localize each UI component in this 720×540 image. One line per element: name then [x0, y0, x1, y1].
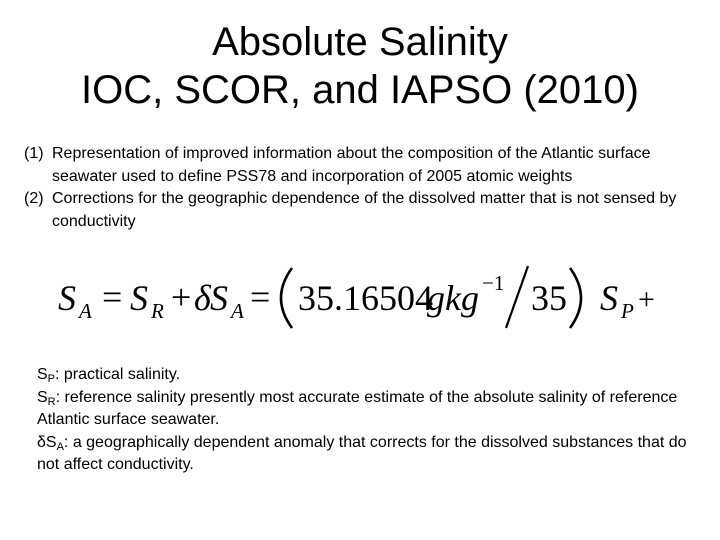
definition-subscript: R — [47, 395, 56, 408]
eq-exponent: −1 — [482, 271, 505, 295]
definition-text: : reference salinity presently most accurate estimate of the absolute salinity of reference Atlantic surface seawater. — [37, 388, 678, 428]
point-text: Representation of improved information about the composition of the Atlantic surface seawater used to define PSS78 and incorporation of 2005 atomic weights — [52, 145, 651, 185]
point-item-1 — [24, 143, 684, 188]
point-number: (2) — [24, 190, 44, 207]
eq-slash — [506, 266, 528, 328]
definition-sp — [37, 364, 697, 387]
point-item-2 — [24, 188, 684, 233]
slide-title — [0, 18, 720, 114]
numbered-points — [24, 143, 684, 233]
eq-divisor: 35 — [531, 278, 567, 318]
definition-text: : a geographically dependent anomaly that corrects for the dissolved substances that do not affect conductivity. — [37, 433, 687, 473]
eq-symbol-sp: S — [600, 278, 618, 318]
definition-sr — [37, 387, 697, 432]
definition-symbol: S — [37, 388, 48, 406]
eq-delta-1: δ — [194, 278, 211, 318]
definition-text: : practical salinity. — [55, 366, 181, 383]
left-paren — [281, 268, 292, 328]
eq-sub-p: P — [621, 299, 634, 323]
eq-unit: gkg — [427, 278, 479, 318]
right-paren — [570, 268, 581, 328]
eq-equals-2: = — [250, 277, 271, 317]
definition-subscript: P — [47, 373, 56, 385]
salinity-equation — [58, 262, 678, 334]
definition-symbol: δS — [37, 433, 57, 451]
eq-sub-a: A — [79, 299, 92, 323]
eq-plus-1: + — [171, 277, 192, 317]
eq-sub-r: R — [151, 299, 164, 323]
title-line-2: IOC, SCOR, and IAPSO (2010) — [81, 68, 639, 112]
eq-constant: 35.16504 — [298, 278, 433, 318]
eq-sub-a-2: A — [231, 299, 244, 323]
symbol-definitions — [37, 364, 697, 477]
eq-equals-1: = — [102, 277, 123, 317]
definition-dsa — [37, 432, 697, 477]
eq-symbol-sr: S — [130, 278, 148, 318]
eq-plus-2: + — [638, 283, 655, 316]
definition-symbol: S — [37, 366, 48, 383]
definition-subscript: A — [56, 440, 64, 453]
point-text: Corrections for the geographic dependence of the dissolved matter that is not sensed by conductivity — [52, 190, 677, 230]
eq-symbol-sa: S — [58, 278, 76, 318]
eq-symbol-dsa: S — [210, 278, 228, 318]
equation-graphic — [58, 262, 678, 334]
title-line-1: Absolute Salinity — [212, 20, 508, 64]
point-number: (1) — [24, 145, 44, 162]
